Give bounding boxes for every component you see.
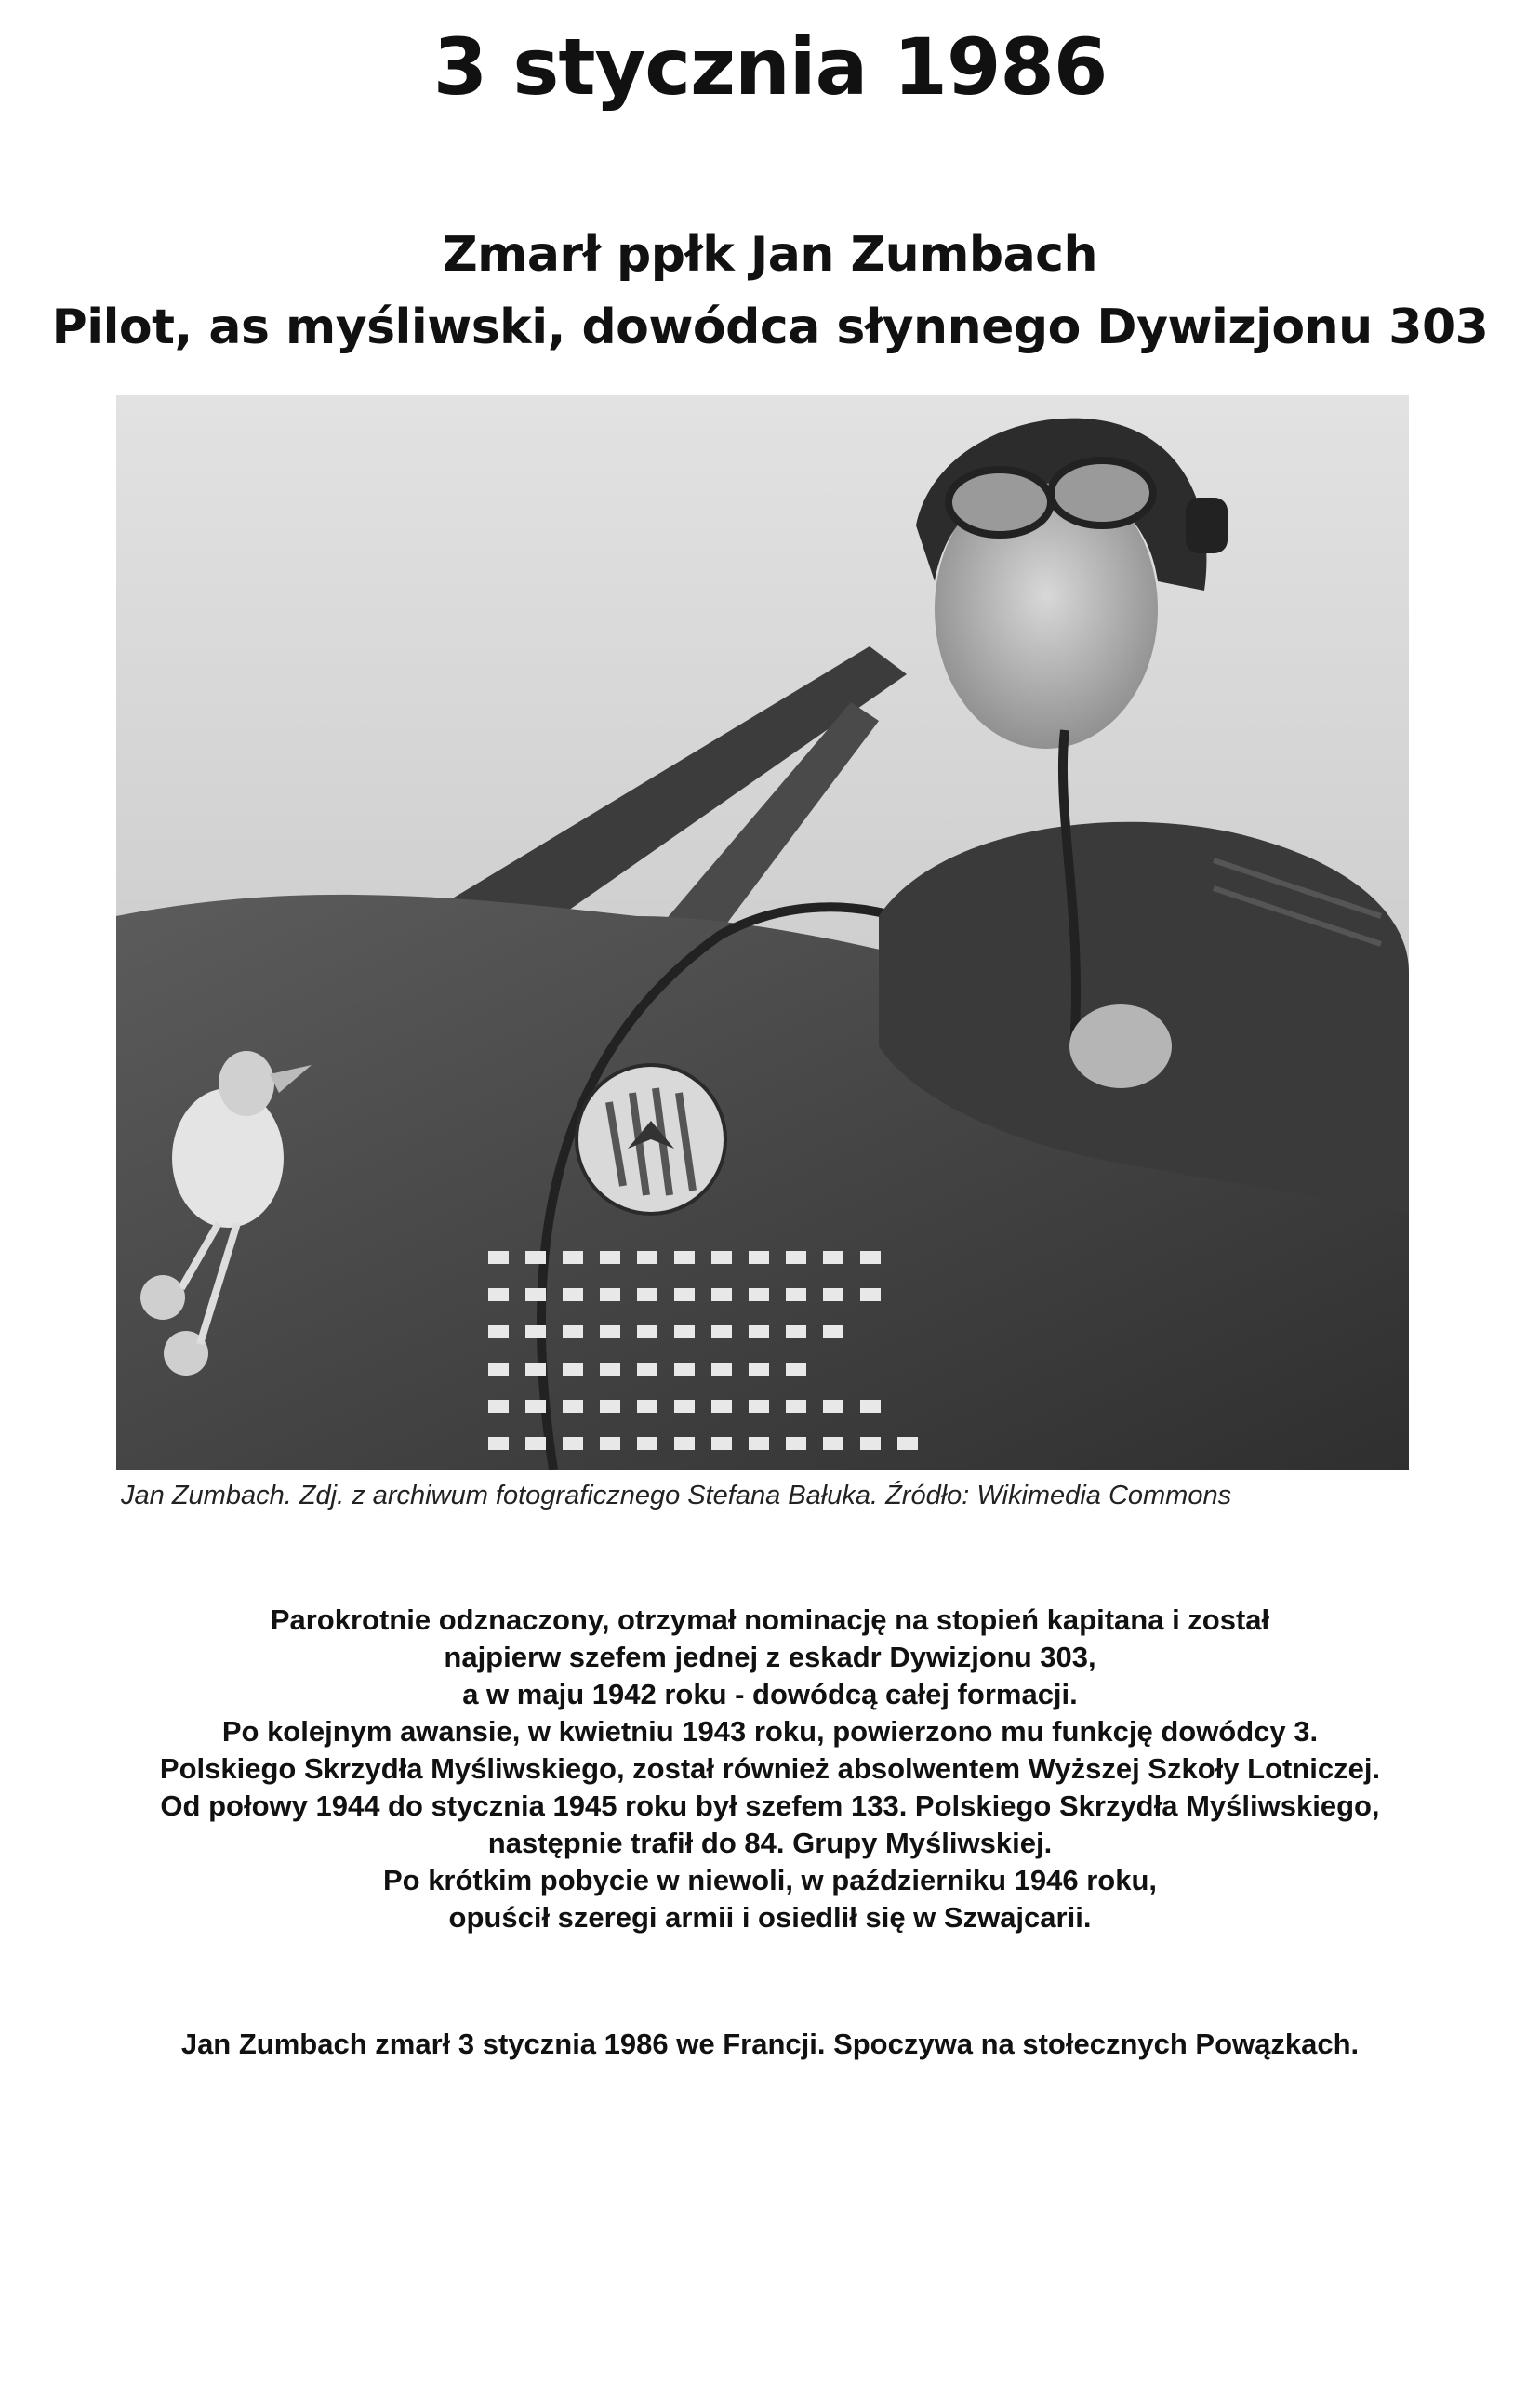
subtitle-line-2: Pilot, as myśliwski, dowódca słynnego Dywizjonu 303: [51, 299, 1489, 355]
body-line: Parokrotnie odznaczony, otrzymał nominację na stopień kapitana i został: [270, 1603, 1270, 1636]
subtitle-line-1: Zmarł ppłk Jan Zumbach: [442, 227, 1098, 283]
body-line: Polskiego Skrzydła Myśliwskiego, został również absolwentem Wyższej Szkoły Lotniczej.: [159, 1752, 1381, 1785]
body-line: opuścił szeregi armii i osiedlił się w Szwajcarii.: [448, 1901, 1092, 1934]
photo-caption: Jan Zumbach. Zdj. z archiwum fotograficznego Stefana Bałuka. Źródło: Wikimedia Commons: [121, 1481, 1232, 1510]
body-line: Po kolejnym awansie, w kwietniu 1943 roku, powierzono mu funkcję dowódcy 3.: [221, 1715, 1319, 1748]
body-paragraph: [0, 1602, 1540, 1936]
body-line: Po krótkim pobycie w niewoli, w październiku 1946 roku,: [382, 1864, 1158, 1896]
closing-sentence: Jan Zumbach zmarł 3 stycznia 1986 we Francji. Spoczywa na stołecznych Powązkach.: [180, 2028, 1360, 2060]
pilot-photo: [116, 395, 1409, 1470]
page-title: 3 stycznia 1986: [432, 21, 1108, 113]
subtitle: [0, 219, 1540, 364]
body-line: następnie trafił do 84. Grupy Myśliwskiej.: [487, 1827, 1053, 1859]
body-line: a w maju 1942 roku - dowódcą całej formacji.: [462, 1678, 1078, 1710]
body-line: Od połowy 1944 do stycznia 1945 roku był szefem 133. Polskiego Skrzydła Myśliwskiego,: [160, 1789, 1380, 1822]
body-line: najpierw szefem jednej z eskadr Dywizjonu 303,: [444, 1641, 1096, 1673]
